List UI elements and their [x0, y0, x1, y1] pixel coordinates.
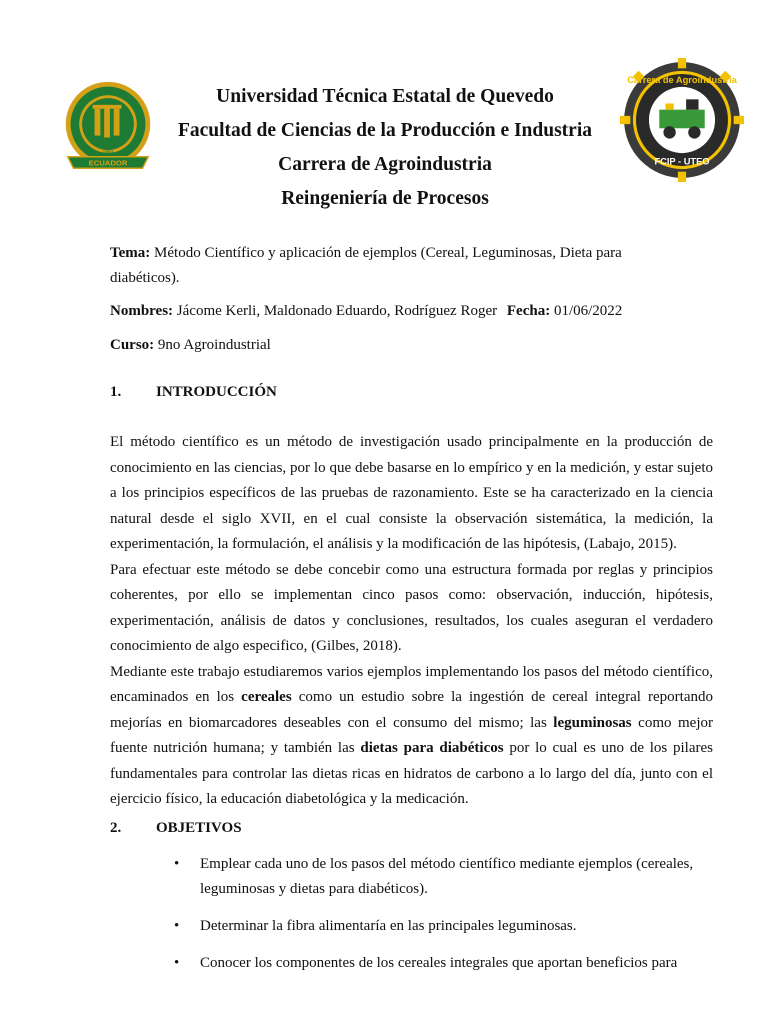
curso-line [110, 332, 713, 358]
keyword-dietas: dietas para diabéticos [360, 740, 504, 756]
seal-banner-text: ECUADOR [88, 158, 128, 168]
bullet-icon: • [174, 955, 180, 971]
tema-text: Método Científico y aplicación de ejemplos (Cereal, Leguminosas, Dieta para [150, 245, 622, 261]
intro-paragraph-3 [110, 660, 713, 813]
intro-body [110, 430, 713, 813]
nombres-line [110, 298, 713, 324]
nombres-text: Jácome Kerli, Maldonado Eduardo, Rodríguez Roger [173, 303, 498, 319]
faculty-name: Facultad de Ciencias de la Producción e Industria [177, 120, 593, 141]
tema-label: Tema: [110, 245, 151, 261]
section-objetivos-heading [110, 820, 242, 837]
keyword-leguminosas: leguminosas [553, 714, 632, 731]
section-title: INTRODUCCIÓN [156, 384, 277, 400]
bullet-icon: • [174, 856, 180, 872]
objetivo-text: Emplear cada uno de los pasos del método científico mediante ejemplos (cereales, leguminosas y dietas para diabéticos). [200, 856, 694, 897]
career-logo-top-text: Carrera de Agroindustria [627, 74, 737, 85]
university-seal-logo [60, 78, 156, 174]
list-item [172, 914, 717, 939]
career-logo-bottom-text: FCIP - UTEO [654, 156, 710, 167]
curso-text: 9no Agroindustrial [154, 337, 271, 353]
intro-paragraph-1: El método científico es un método de investigación usado principalmente en la producción de conocimiento en las ciencias, por lo que debe basarse en lo empírico y en la medición, y estar sujeto a los principios específicos de las pruebas de razonamiento. Este se ha caracterizado en la ciencia natural desde el siglo XVII, en el cual consiste la observación sistemática, la medición, la experimentación, la formulación, el análisis y la modificación de las hipótesis, (Labajo, 2015). [110, 434, 713, 552]
career-logo [620, 58, 744, 182]
list-item [172, 951, 717, 976]
intro-p3-text: por lo cual es uno de los pilares fundamentales para controlar las dietas ricas en hidratos de carbono a lo largo del día, junto con el ejercicio físico, la educación diabetológica y la medicación. [110, 740, 713, 807]
intro-p3-text: como mejor fuente nutrición humana; y también las [110, 714, 713, 756]
subject-name: Reingeniería de Procesos [281, 188, 489, 209]
fecha-text: 01/06/2022 [550, 303, 623, 319]
tema-line-2: diabéticos). [110, 270, 180, 286]
intro-p3-text: como un estudio sobre la ingestión de cereal integral reportando mejorías en biomarcadores deseables con el consumo del mismo; las [110, 689, 713, 731]
keyword-cereales: cereales [241, 689, 292, 705]
nombres-label: Nombres: [110, 303, 174, 319]
section-intro-heading [110, 384, 277, 401]
list-item [172, 852, 717, 902]
curso-label: Curso: [110, 337, 155, 353]
section-number: 1. [110, 384, 122, 400]
bullet-icon: • [174, 918, 180, 934]
fecha-label: Fecha: [506, 303, 551, 319]
objetivo-text: Determinar la fibra alimentaría en las principales leguminosas. [200, 918, 577, 934]
section-title: OBJETIVOS [156, 820, 242, 836]
intro-p3-text: Mediante este trabajo estudiaremos varios ejemplos implementando los pasos del método científico, encaminados en los [110, 663, 713, 705]
university-name: Universidad Técnica Estatal de Quevedo [216, 86, 554, 107]
objetivos-list [172, 852, 717, 988]
tema-line [110, 240, 713, 266]
seal-year-text: 1984 [102, 149, 114, 155]
career-name: Carrera de Agroindustria [278, 154, 492, 175]
intro-paragraph-2: Para efectuar este método se debe concebir como una estructura formada por reglas y principios coherentes, por ello se implementan cinco pasos como: observación, inducción, hipótesis, experimentación, análisis de datos y conclusiones, resultados, los cuales aseguran el verdadero conocimiento de algo especifico, (Gilbes, 2018). [110, 561, 713, 654]
objetivo-text: Conocer los componentes de los cereales integrales que aportan beneficios para [200, 955, 678, 971]
section-number: 2. [110, 820, 122, 836]
